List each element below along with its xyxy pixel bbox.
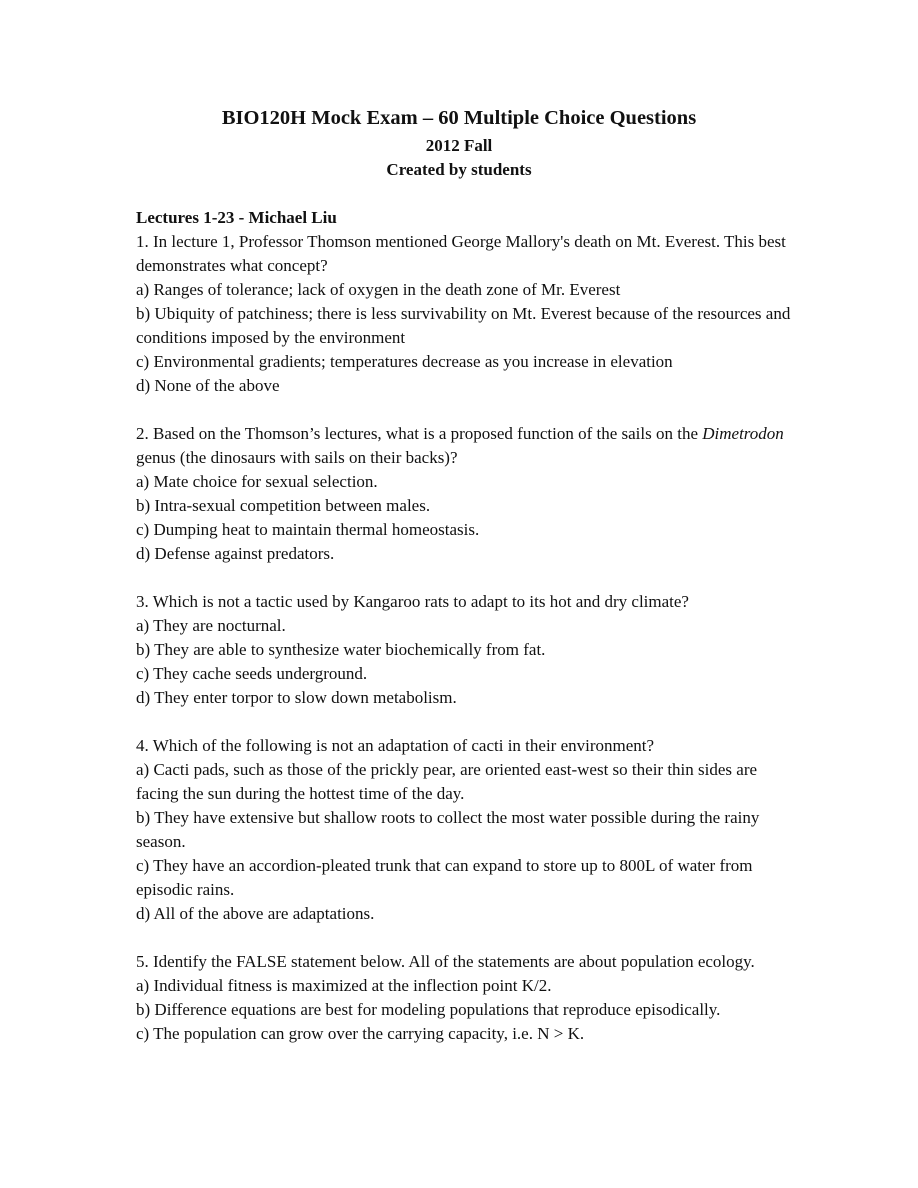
answer-option-a: a) They are nocturnal. — [136, 616, 286, 635]
question-stem-end: genus (the dinosaurs with sails on their backs)? — [136, 448, 458, 467]
question-3 — [136, 590, 796, 710]
answer-option-d: d) Defense against predators. — [136, 544, 335, 563]
answer-option-d: d) They enter torpor to slow down metabolism. — [136, 688, 457, 707]
answer-option-a: a) Mate choice for sexual selection. — [136, 472, 378, 491]
answer-option-a: a) Cacti pads, such as those of the prickly pear, are oriented east-west so their thin sides are facing the sun during the hottest time of the day. — [136, 760, 758, 803]
question-stem: 4. Which of the following is not an adaptation of cacti in their environment? — [136, 736, 655, 755]
answer-option-b: b) They are able to synthesize water biochemically from fat. — [136, 640, 546, 659]
document-body — [136, 206, 796, 1070]
question-stem — [136, 422, 796, 470]
question-stem: 1. In lecture 1, Professor Thomson mentioned George Mallory's death on Mt. Everest. This best demonstrates what concept? — [136, 232, 786, 275]
document-title: BIO120H Mock Exam – 60 Multiple Choice Questions — [221, 107, 697, 129]
document-author-line: Created by students — [386, 160, 532, 179]
answer-option-d: d) None of the above — [136, 376, 280, 395]
question-5 — [136, 950, 796, 1046]
answer-option-a: a) Ranges of tolerance; lack of oxygen in the death zone of Mr. Everest — [136, 280, 621, 299]
question-4 — [136, 734, 796, 926]
answer-option-b: b) Difference equations are best for modeling populations that reproduce episodically. — [136, 1000, 721, 1019]
answer-option-b: b) Intra-sexual competition between males. — [136, 496, 431, 515]
answer-option-b: b) Ubiquity of patchiness; there is less survivability on Mt. Everest because of the resources and conditions imposed by the environment — [136, 304, 791, 347]
answer-option-c: c) They cache seeds underground. — [136, 664, 368, 683]
document-term: 2012 Fall — [425, 136, 493, 155]
question-stem-start: 2. Based on the Thomson’s lectures, what is a proposed function of the sails on the — [136, 424, 703, 443]
answer-option-c: c) The population can grow over the carrying capacity, i.e. N > K. — [136, 1024, 585, 1043]
question-2 — [136, 422, 796, 566]
question-stem: 3. Which is not a tactic used by Kangaroo rats to adapt to its hot and dry climate? — [136, 592, 689, 611]
section-heading: Lectures 1-23 - Michael Liu — [136, 208, 337, 227]
answer-option-c: c) Dumping heat to maintain thermal homeostasis. — [136, 520, 480, 539]
answer-option-a: a) Individual fitness is maximized at the inflection point K/2. — [136, 976, 552, 995]
genus-name: Dimetrodon — [702, 424, 784, 443]
answer-option-b: b) They have extensive but shallow roots to collect the most water possible during the rainy season. — [136, 808, 760, 851]
answer-option-d: d) All of the above are adaptations. — [136, 904, 375, 923]
question-1 — [136, 230, 796, 398]
answer-option-c: c) Environmental gradients; temperatures decrease as you increase in elevation — [136, 352, 673, 371]
answer-option-c: c) They have an accordion-pleated trunk that can expand to store up to 800L of water from episodic rains. — [136, 856, 753, 899]
question-stem: 5. Identify the FALSE statement below. All of the statements are about population ecology. — [136, 952, 755, 971]
